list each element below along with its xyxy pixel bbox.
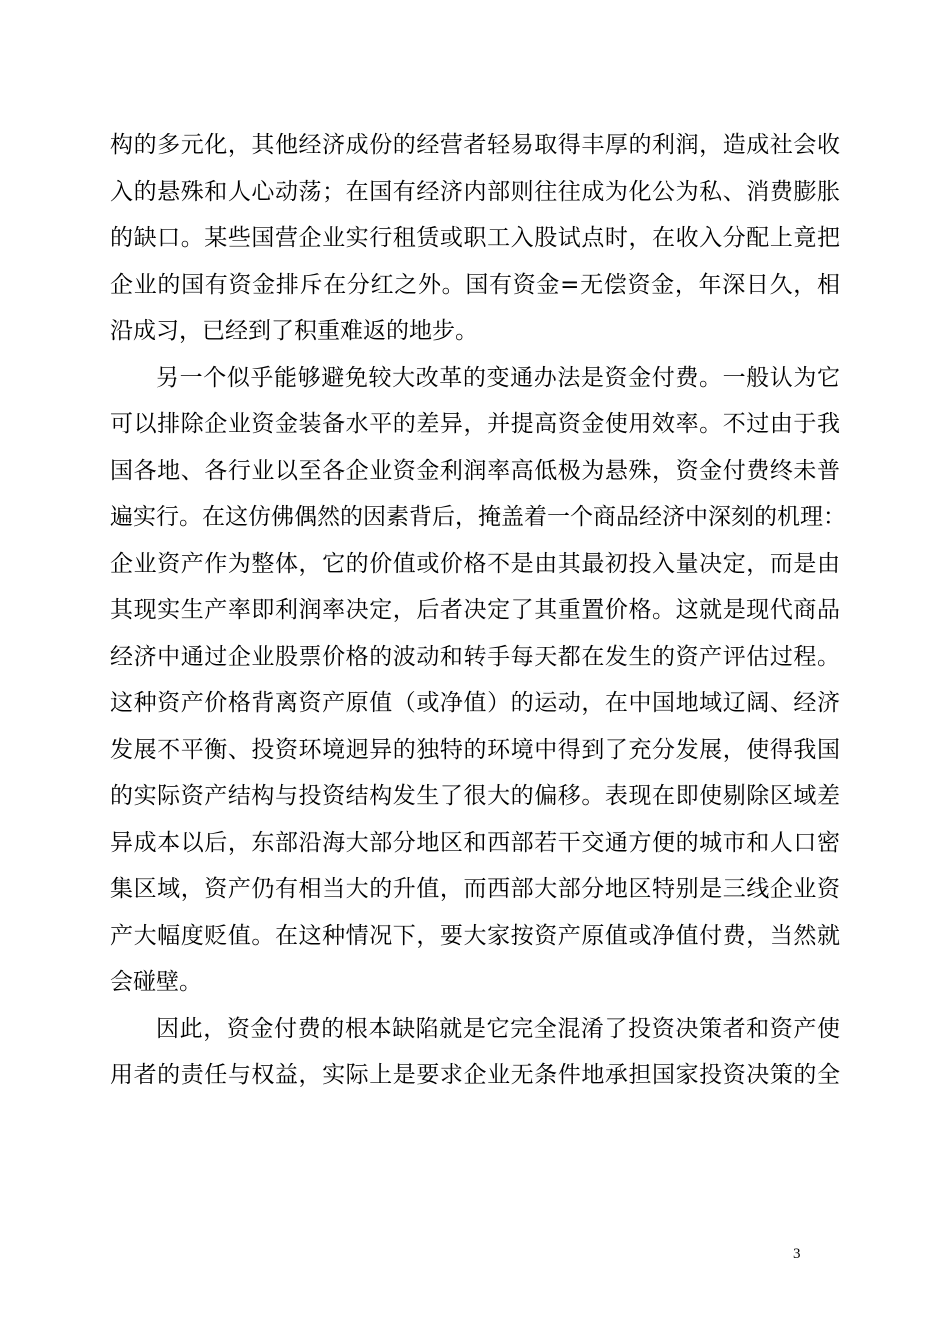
paragraph-1	[110, 122, 840, 355]
text-line: 可以排除企业资金装备水平的差异，并提高资金使用效率。不过由于我	[110, 411, 840, 437]
text-line: 沿成习，已经到了积重难返的地步。	[110, 318, 478, 344]
text-line: 遍实行。在这仿佛偶然的因素背后，掩盖着一个商品经济中深刻的机理：	[110, 504, 846, 530]
paragraph-3	[110, 1006, 840, 1099]
body-text	[110, 122, 846, 1099]
text-line: 其现实生产率即利润率决定，后者决定了其重置价格。这就是现代商品	[110, 597, 840, 623]
page-number: 3	[793, 1246, 801, 1262]
text-line: 产大幅度贬值。在这种情况下，要大家按资产原值或净值付费，当然就	[110, 922, 840, 949]
text-line: 国各地、各行业以至各企业资金利润率高低极为悬殊，资金付费终未普	[110, 457, 840, 484]
text-line: 用者的责任与权益，实际上是要求企业无条件地承担国家投资决策的全	[110, 1062, 840, 1088]
text-line: 经济中通过企业股票价格的波动和转手每天都在发生的资产评估过程。	[110, 643, 840, 670]
text-line: 的实际资产结构与投资结构发生了很大的偏移。表现在即使剔除区域差	[110, 783, 840, 809]
paragraph-2	[110, 355, 846, 1006]
text-line: 另一个似乎能够避免较大改革的变通办法是资金付费。一般认为它	[156, 364, 840, 391]
text-line: 异成本以后，东部沿海大部分地区和西部若干交通方便的城市和人口密	[110, 829, 840, 856]
text-line: 企业资产作为整体，它的价值或价格不是由其最初投入量决定，而是由	[110, 550, 840, 577]
text-line: 发展不平衡、投资环境迥异的独特的环境中得到了充分发展，使得我国	[110, 736, 840, 763]
text-line: 构的多元化，其他经济成份的经营者轻易取得丰厚的利润，造成社会收	[110, 132, 840, 158]
text-line: 企业的国有资金排斥在分红之外。国有资金=无偿资金，年深日久，相	[110, 271, 840, 298]
text-line: 这种资产价格背离资产原值（或净值）的运动，在中国地域辽阔、经济	[110, 690, 840, 716]
text-line: 因此，资金付费的根本缺陷就是它完全混淆了投资决策者和资产使	[156, 1015, 840, 1042]
text-line: 会碰壁。	[110, 969, 202, 995]
text-line: 集区域，资产仍有相当大的升值，而西部大部分地区特别是三线企业资	[110, 876, 840, 902]
text-line: 入的悬殊和人心动荡；在国有经济内部则往往成为化公为私、消费膨胀	[110, 178, 840, 205]
text-line: 的缺口。某些国营企业实行租赁或职工入股试点时，在收入分配上竟把	[110, 225, 840, 251]
